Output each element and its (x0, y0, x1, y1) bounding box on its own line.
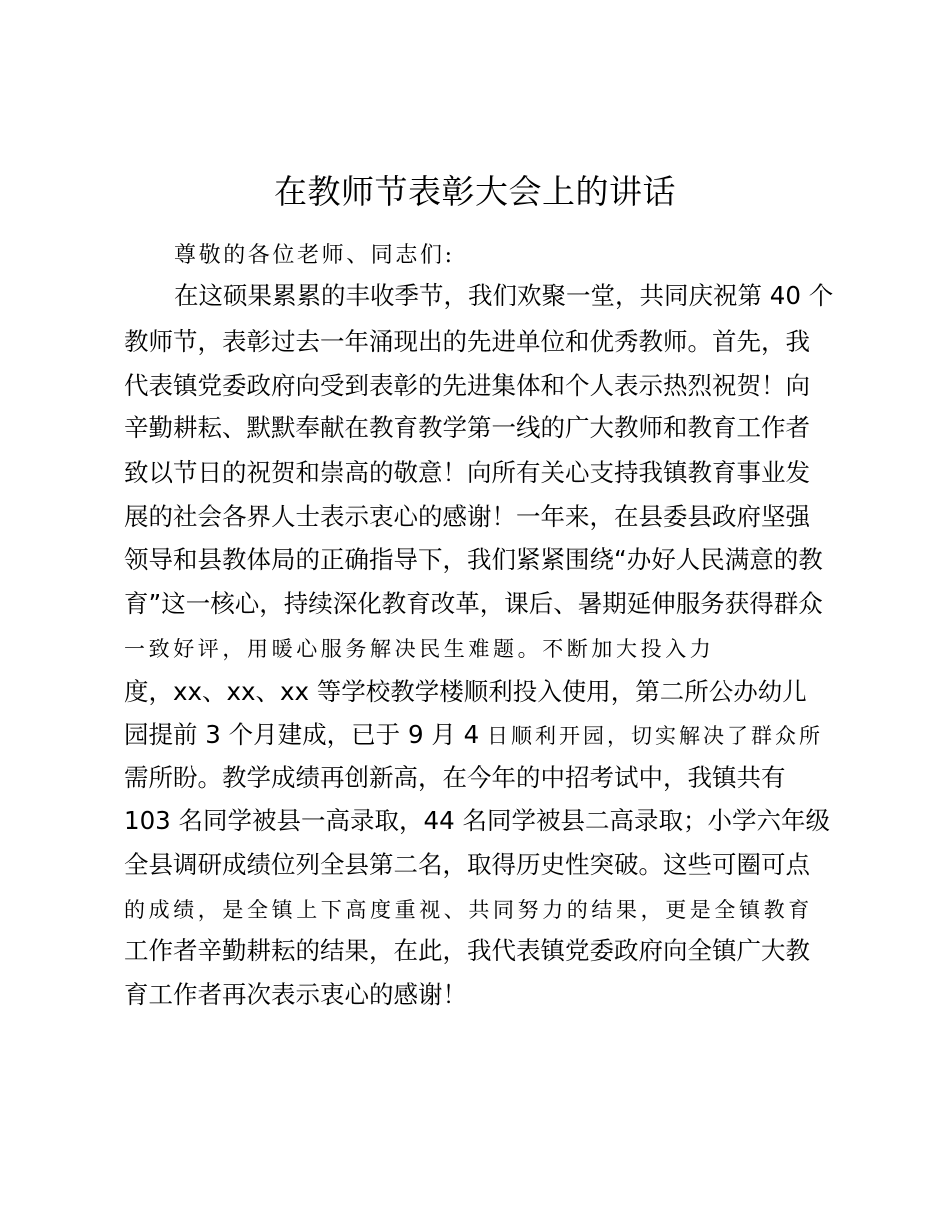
paragraph-line: 教师节，表彰过去一年涌现出的先进单位和优秀教师。首先，我 (124, 327, 810, 356)
paragraph-line: 需所盼。教学成绩再创新高，在今年的中招考试中，我镇共有 (124, 763, 786, 792)
paragraph-line: 领导和县教体局的正确指导下，我们紧紧围绕“办好人民满意的教 (124, 545, 823, 574)
paragraph-line: 103 名同学被县一高录取，44 名同学被县二高录取；小学六年级 (124, 806, 831, 835)
paragraph-line: 育工作者再次表示衷心的感谢！ (124, 980, 467, 1009)
paragraph-line: 在这硕果累累的丰收季节，我们欢聚一堂，共同庆祝第 40 个 (174, 281, 834, 310)
paragraph-line: 的成绩，是全镇上下高度重视、共同努力的结果，更是全镇教育 (124, 898, 813, 922)
paragraph-line: 展的社会各界人士表示衷心的感谢！一年来，在县委县政府坚强 (124, 502, 810, 531)
paragraph-line: 园提前 3 个月建成，已于 9 月 4 日顺利开园，切实解决了群众所 (124, 720, 823, 749)
paragraph-line: 一致好评，用暖心服务解决民生难题。不断加大投入力 (124, 637, 715, 661)
paragraph-line: 全县调研成绩位列全县第二名，取得历史性突破。这些可圈可点 (124, 850, 810, 879)
paragraph-line: 代表镇党委政府向受到表彰的先进集体和个人表示热烈祝贺！向 (124, 371, 810, 400)
paragraph-line: 致以节日的祝贺和崇高的敬意！向所有关心支持我镇教育事业发 (124, 458, 810, 487)
paragraph-line: 度，xx、xx、xx 等学校教学楼顺利投入使用，第二所公办幼儿 (124, 677, 807, 706)
salutation: 尊敬的各位老师、同志们: (174, 243, 455, 268)
paragraph-line: 工作者辛勤耕耘的结果，在此，我代表镇党委政府向全镇广大教 (124, 936, 810, 965)
paragraph-line: 辛勤耕耘、默默奉献在教育教学第一线的广大教师和教育工作者 (124, 413, 810, 442)
document-title: 在教师节表彰大会上的讲话 (274, 172, 676, 211)
paragraph-line: 育”这一核心，持续深化教育改革，课后、暑期延伸服务获得群众 (124, 589, 823, 618)
